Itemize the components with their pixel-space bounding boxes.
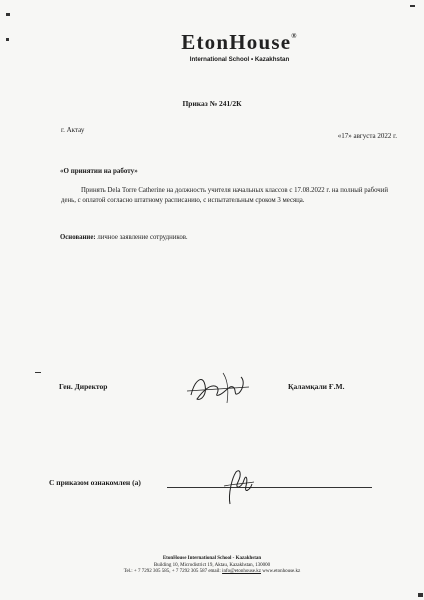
basis [60, 234, 188, 241]
footer-email-link[interactable]: info@etonhouse.kz [222, 569, 261, 575]
registered-mark: ® [291, 32, 298, 40]
scan-mark [35, 372, 41, 373]
acknowledgment-label: С приказом ознакомлен (а) [49, 478, 141, 487]
signature-line [167, 487, 372, 488]
letterhead-subtitle: International School • Kazakhstan [189, 56, 290, 63]
footer [0, 556, 424, 576]
basis-label: Основание: [60, 234, 96, 241]
scan-mark [6, 13, 10, 16]
order-subject: «О принятии на работу» [60, 167, 138, 175]
order-date: «17» августа 2022 г. [337, 132, 397, 140]
director-signature [183, 369, 253, 409]
director-name: Қаламқали Ғ.М. [288, 382, 345, 391]
order-number: Приказ № 241/2К [182, 99, 242, 108]
footer-contacts-prefix: Tel.: + 7 7292 305 585, + 7 7292 305 587 email: [123, 569, 221, 575]
footer-website[interactable]: www.etonhouse.kz [262, 569, 301, 575]
footer-company: EtonHouse International School - Kazakhstan [162, 556, 262, 561]
footer-address: Building 10, Microdistrict 19, Aktau, Kazakhstan, 130000 [153, 562, 271, 568]
director-title: Ген. Директор [59, 382, 108, 391]
letterhead [0, 30, 424, 63]
scan-mark [410, 5, 415, 7]
employee-signature [218, 464, 258, 508]
footer-contacts [0, 569, 424, 576]
basis-text: личное заявление сотрудников. [97, 234, 188, 241]
order-body [61, 186, 388, 205]
logo-text: EtonHouse [181, 30, 292, 54]
order-body-text: Принять Dela Torre Catherine на должность учителя начальных классов с 17.08.2022 г. на полный рабочий день, с оплатой согласно штатному расписанию, с испытательным сроком 3 месяца. [61, 187, 388, 204]
city: г. Актау [61, 126, 85, 134]
brand-logo [55, 30, 424, 55]
scan-mark [418, 593, 423, 597]
